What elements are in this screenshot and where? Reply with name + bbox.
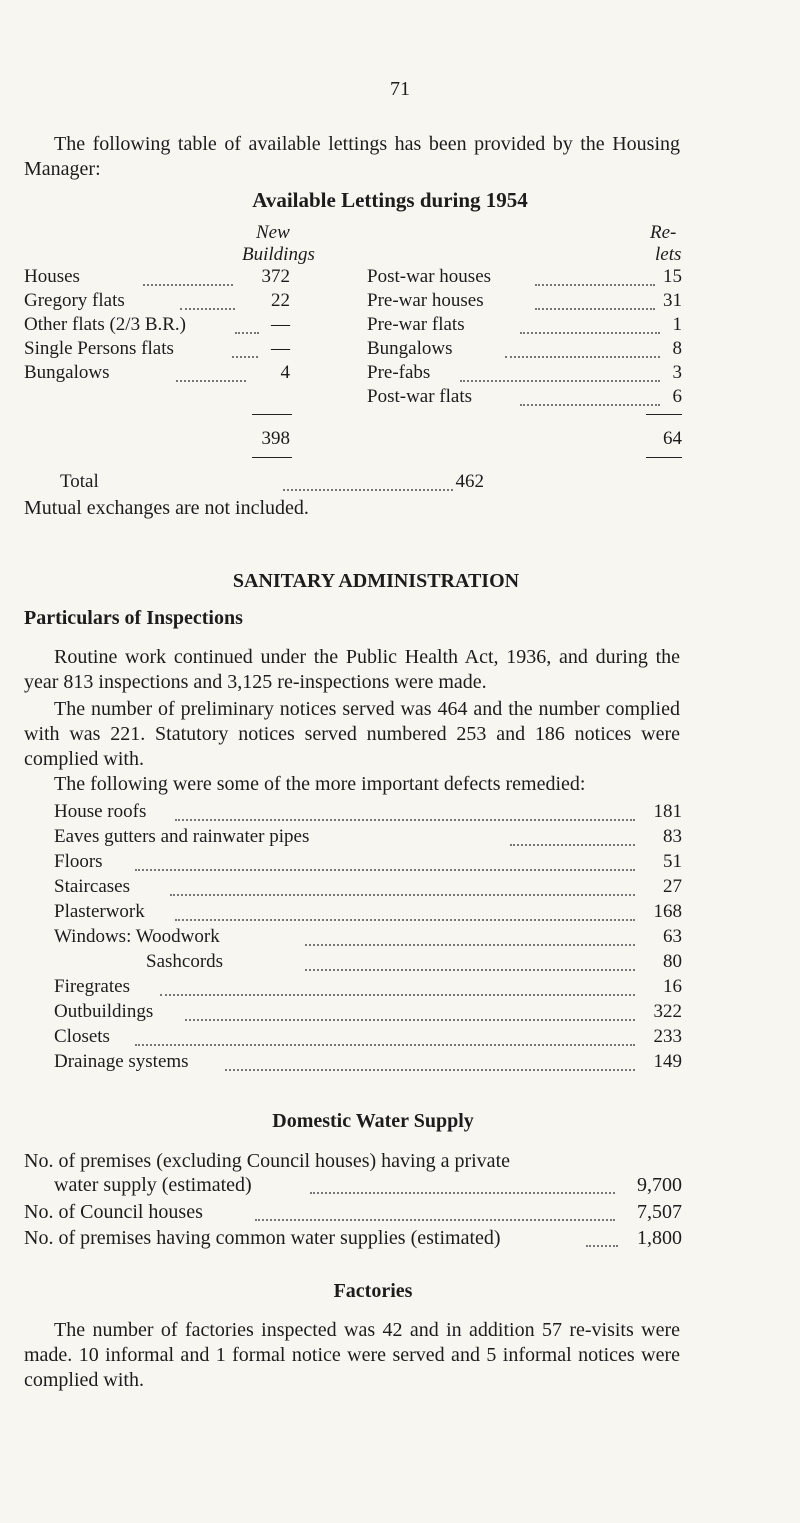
new-buildings-total: 398 bbox=[261, 428, 290, 449]
defect-value: 27 bbox=[663, 876, 682, 897]
relet-row-value: 31 bbox=[663, 290, 682, 311]
subtotal-rule-new bbox=[252, 414, 292, 415]
leader-dots bbox=[283, 489, 453, 491]
grand-total-label: Total bbox=[60, 471, 99, 492]
inspections-paragraph-1: Routine work continued under the Public Health Act, 1936, and during the year 813 inspections and 3,125 re-inspections were made. bbox=[24, 646, 680, 693]
relet-row-label: Pre-war houses bbox=[367, 290, 484, 311]
inspections-subheading: Particulars of Inspections bbox=[24, 607, 243, 629]
relet-row-value: 6 bbox=[672, 386, 682, 407]
new-row-value: 372 bbox=[261, 266, 290, 287]
leader-dots bbox=[505, 356, 660, 358]
col-new-buildings-line2: Buildings bbox=[242, 244, 315, 265]
defect-label: Firegrates bbox=[54, 976, 130, 997]
defect-label: House roofs bbox=[54, 801, 147, 822]
col-new-buildings-line1: New bbox=[256, 222, 290, 243]
defect-label: Eaves gutters and rainwater pipes bbox=[54, 826, 310, 847]
defect-label: Plasterwork bbox=[54, 901, 145, 922]
relet-row-label: Pre-fabs bbox=[367, 362, 431, 383]
defect-label: Staircases bbox=[54, 876, 130, 897]
leader-dots bbox=[310, 1192, 615, 1194]
leader-dots bbox=[535, 284, 655, 286]
col-relets-line2: lets bbox=[655, 244, 682, 265]
leader-dots bbox=[305, 969, 635, 971]
defect-label: Sashcords bbox=[146, 951, 224, 972]
leader-dots bbox=[175, 819, 635, 821]
water-row-value: 9,700 bbox=[637, 1174, 682, 1196]
defect-label: Drainage systems bbox=[54, 1051, 189, 1072]
relet-row-value: 15 bbox=[663, 266, 682, 287]
subtotal-rule-relets bbox=[646, 414, 682, 415]
water-row-label: No. of premises having common water supplies (estimated) bbox=[24, 1227, 501, 1249]
leader-dots bbox=[185, 1019, 635, 1021]
water-row-label: No. of Council houses bbox=[24, 1201, 203, 1223]
leader-dots bbox=[135, 1044, 635, 1046]
total-rule-relets bbox=[646, 457, 682, 458]
leader-dots bbox=[510, 844, 635, 846]
new-row-value: 4 bbox=[280, 362, 290, 383]
new-row-label: Gregory flats bbox=[24, 290, 125, 311]
new-row-label: Single Persons flats bbox=[24, 338, 174, 359]
defect-value: 149 bbox=[653, 1051, 682, 1072]
leader-dots bbox=[135, 869, 635, 871]
col-relets-line1: Re- bbox=[650, 222, 677, 243]
lettings-title: Available Lettings during 1954 bbox=[252, 188, 528, 212]
relet-row-value: 1 bbox=[672, 314, 682, 335]
leader-dots bbox=[305, 944, 635, 946]
total-rule-new bbox=[252, 457, 292, 458]
leader-dots bbox=[160, 994, 635, 996]
relets-total: 64 bbox=[663, 428, 682, 449]
defects-intro: The following were some of the more important defects remedied: bbox=[54, 773, 586, 795]
relet-row-value: 3 bbox=[672, 362, 682, 383]
leader-dots bbox=[535, 308, 655, 310]
relet-row-label: Post-war houses bbox=[367, 266, 492, 287]
defect-label: Windows: Woodwork bbox=[54, 926, 220, 947]
defect-label: Outbuildings bbox=[54, 1001, 154, 1022]
water-row-value: 1,800 bbox=[637, 1227, 682, 1249]
relet-row-value: 8 bbox=[672, 338, 682, 359]
page-number: 71 bbox=[390, 78, 410, 100]
factories-heading: Factories bbox=[333, 1280, 413, 1302]
leader-dots bbox=[180, 308, 235, 310]
new-row-label: Bungalows bbox=[24, 362, 110, 383]
intro-paragraph: The following table of available lettings has been provided by the Housing Manager: bbox=[24, 133, 680, 180]
new-row-value: — bbox=[271, 338, 290, 359]
mutual-exchanges-note: Mutual exchanges are not included. bbox=[24, 497, 309, 519]
defect-value: 233 bbox=[653, 1026, 682, 1047]
leader-dots bbox=[520, 332, 660, 334]
water-row-value: 7,507 bbox=[637, 1201, 682, 1223]
defect-value: 83 bbox=[663, 826, 682, 847]
leader-dots bbox=[460, 380, 660, 382]
new-row-label: Houses bbox=[24, 266, 80, 287]
water-supply-heading: Domestic Water Supply bbox=[272, 1110, 474, 1132]
defect-value: 51 bbox=[663, 851, 682, 872]
new-row-label: Other flats (2/3 B.R.) bbox=[24, 314, 187, 335]
leader-dots bbox=[255, 1219, 615, 1221]
defect-label: Floors bbox=[54, 851, 103, 872]
inspections-paragraph-2: The number of preliminary notices served was 464 and the number complied with was 221. Statutory notices served numbered 253 and 186 notices were complied with. bbox=[24, 698, 680, 770]
defect-value: 63 bbox=[663, 926, 682, 947]
water-row-label-cont: water supply (estimated) bbox=[54, 1174, 252, 1196]
defect-value: 16 bbox=[663, 976, 682, 997]
grand-total-value: 462 bbox=[455, 471, 484, 492]
factories-paragraph: The number of factories inspected was 42 and in addition 57 re-visits were made. 10 informal and 1 formal notice were served and 5 informal notices were complied with. bbox=[24, 1319, 680, 1391]
new-row-value: 22 bbox=[271, 290, 290, 311]
leader-dots bbox=[175, 919, 635, 921]
defect-value: 181 bbox=[653, 801, 682, 822]
relet-row-label: Post-war flats bbox=[367, 386, 473, 407]
leader-dots bbox=[143, 284, 233, 286]
defect-value: 168 bbox=[653, 901, 682, 922]
sanitary-heading: SANITARY ADMINISTRATION bbox=[232, 570, 520, 592]
leader-dots bbox=[225, 1069, 635, 1071]
new-row-value: — bbox=[271, 314, 290, 335]
leader-dots bbox=[176, 380, 246, 382]
relet-row-label: Pre-war flats bbox=[367, 314, 465, 335]
leader-dots bbox=[520, 404, 660, 406]
relet-row-label: Bungalows bbox=[367, 338, 453, 359]
leader-dots bbox=[170, 894, 635, 896]
defect-value: 80 bbox=[663, 951, 682, 972]
defect-value: 322 bbox=[653, 1001, 682, 1022]
water-row-label: No. of premises (excluding Council houses) having a private bbox=[24, 1150, 510, 1172]
defect-label: Closets bbox=[54, 1026, 110, 1047]
